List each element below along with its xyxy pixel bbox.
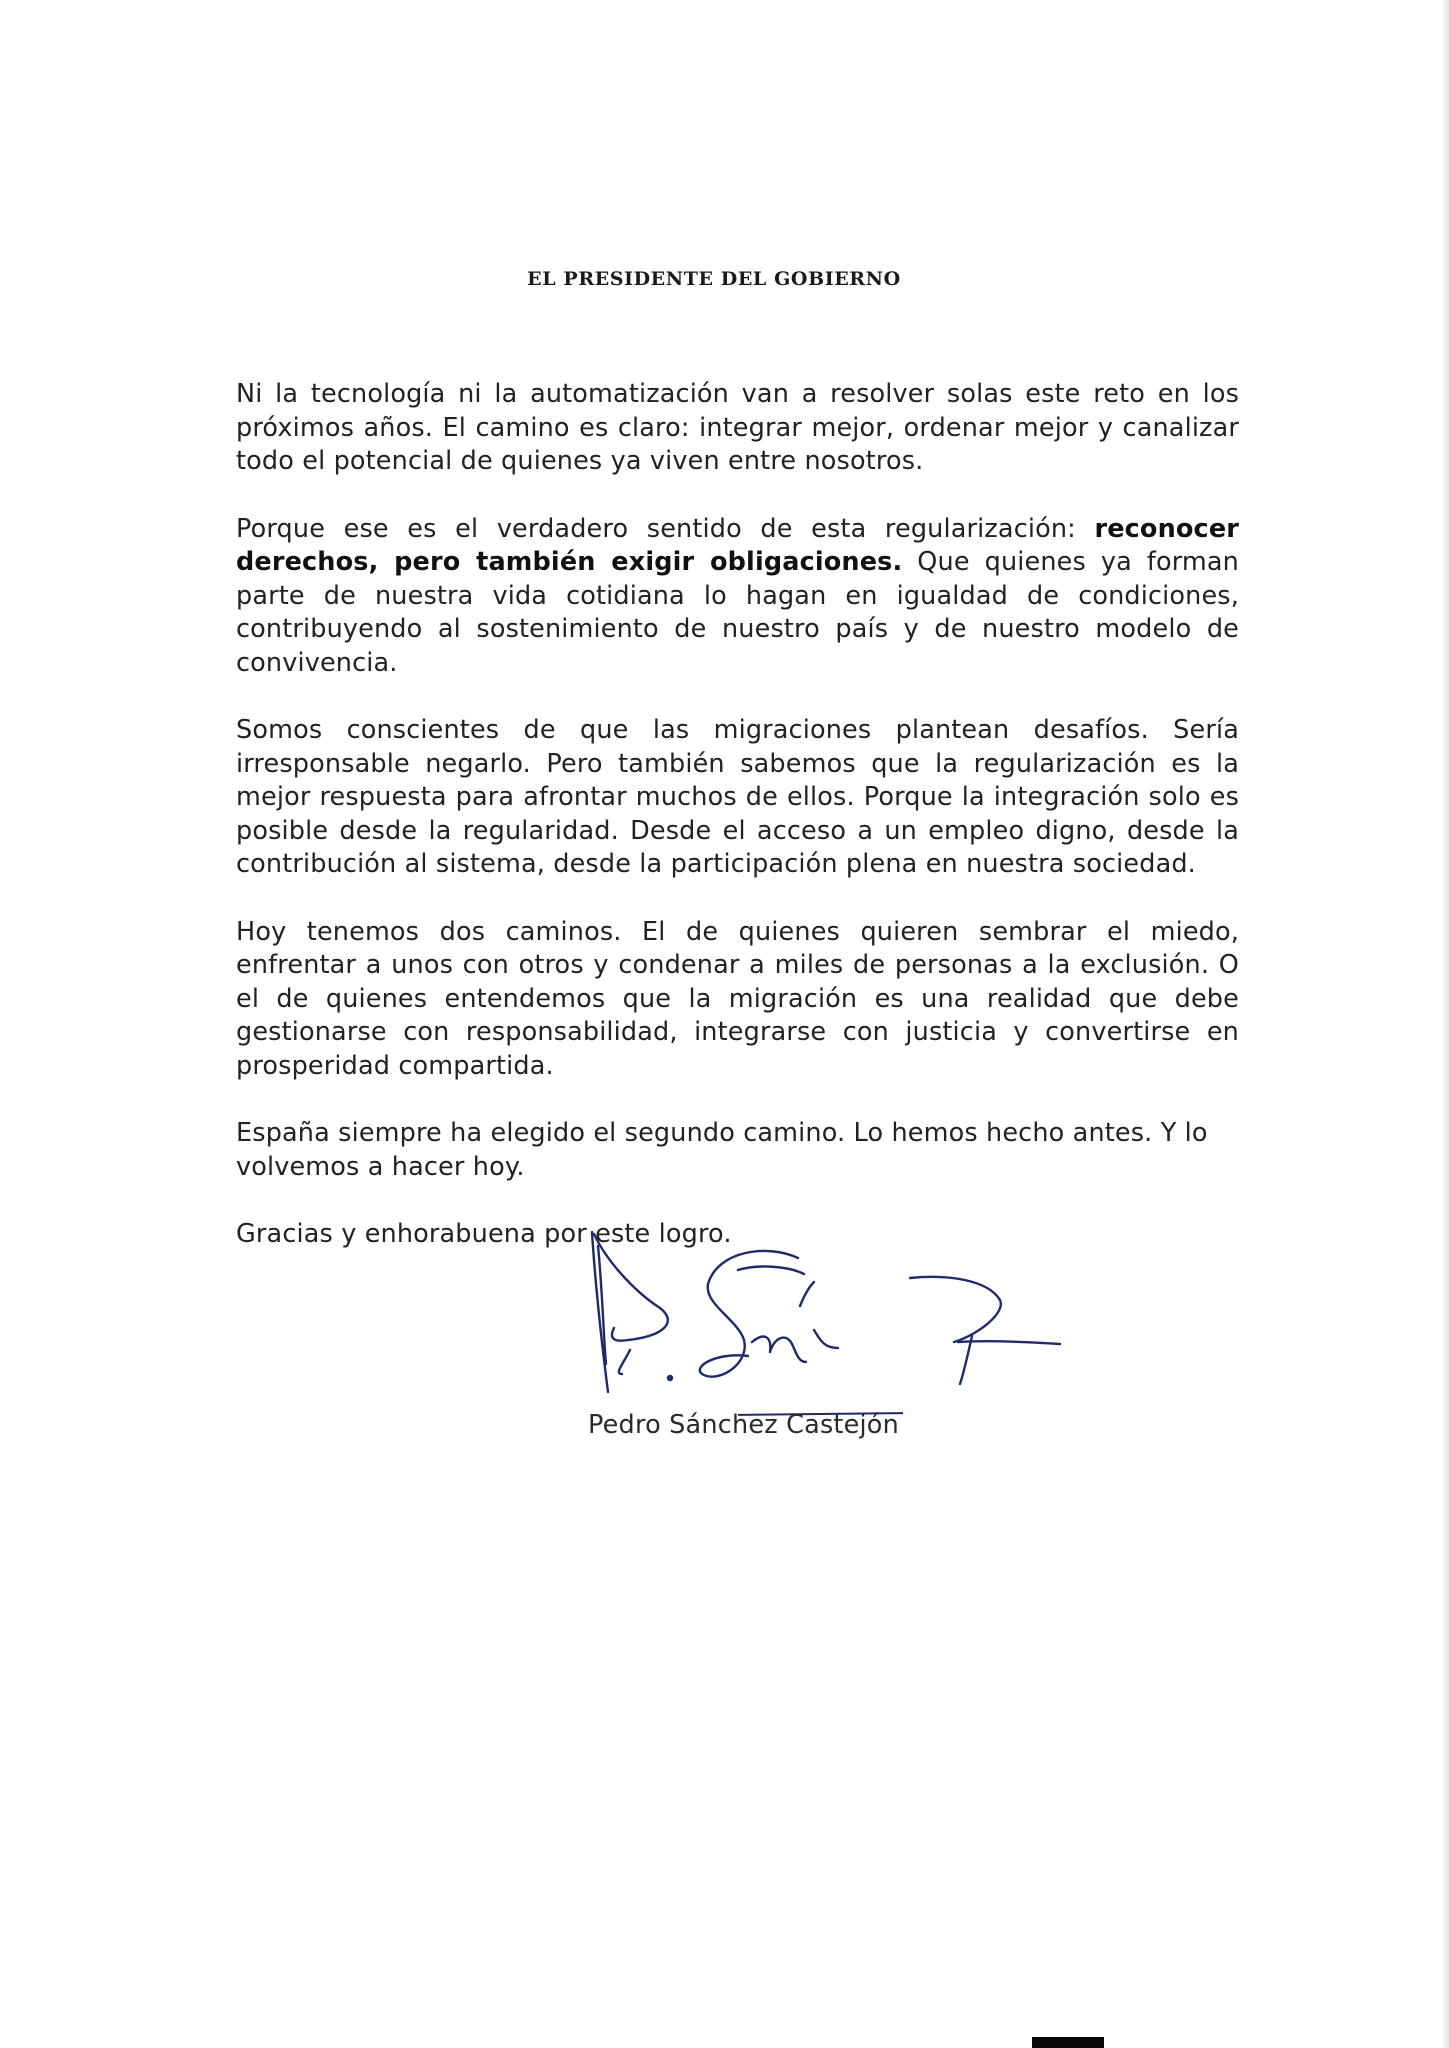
letterhead-title: EL PRESIDENTE DEL GOBIERNO — [527, 268, 901, 290]
paragraph-2-lead: Porque ese es el verdadero sentido de esta regularización: — [236, 513, 1095, 544]
page-edge-shadow — [1443, 0, 1449, 2048]
paragraph-2-emphasis: reconocer derechos, pero también exigir obligaciones. — [236, 513, 1239, 577]
handwritten-signature — [568, 1224, 1088, 1409]
signer-name: Pedro Sánchez Castejón — [588, 1410, 899, 1440]
paragraph-4: Hoy tenemos dos caminos. El de quienes quieren sembrar el miedo, enfrentar a unos con otros y condenar a miles de personas a la exclusión. O el de quienes entendemos que la migración es una realidad que debe gestionarse con responsabilidad, integrarse con justicia y convertirse en prosperidad compartida. — [236, 916, 1239, 1081]
paragraph-2-rest: Que quienes ya forman parte de nuestra vida cotidiana lo hagan en igualdad de condiciones, contribuyendo al sostenimiento de nuestro país y de nuestro modelo de convivencia. — [236, 547, 1239, 678]
letter-body — [236, 378, 1239, 1286]
paragraph-2 — [236, 513, 1239, 681]
closing-line: Gracias y enhorabuena por este logro. — [236, 1219, 732, 1249]
scan-corner-mark — [1032, 2037, 1104, 2048]
paragraph-5: España siempre ha elegido el segundo camino. Lo hemos hecho antes. Y lo volvemos a hacer hoy. — [236, 1118, 1208, 1182]
paragraph-1: Ni la tecnología ni la automatización van a resolver solas este reto en los próximos años. El camino es claro: integrar mejor, ordenar mejor y canalizar todo el potencial de quienes ya viven entre nosotros. — [236, 379, 1239, 476]
paragraph-3: Somos conscientes de que las migraciones plantean desafíos. Sería irresponsable negarlo. Pero también sabemos que la regularización es la mejor respuesta para afrontar muchos de ellos. Porque la integración solo es posible desde la regularidad. Desde el acceso a un empleo digno, desde la contribución al sistema, desde la participación plena en nuestra sociedad. — [236, 715, 1239, 879]
